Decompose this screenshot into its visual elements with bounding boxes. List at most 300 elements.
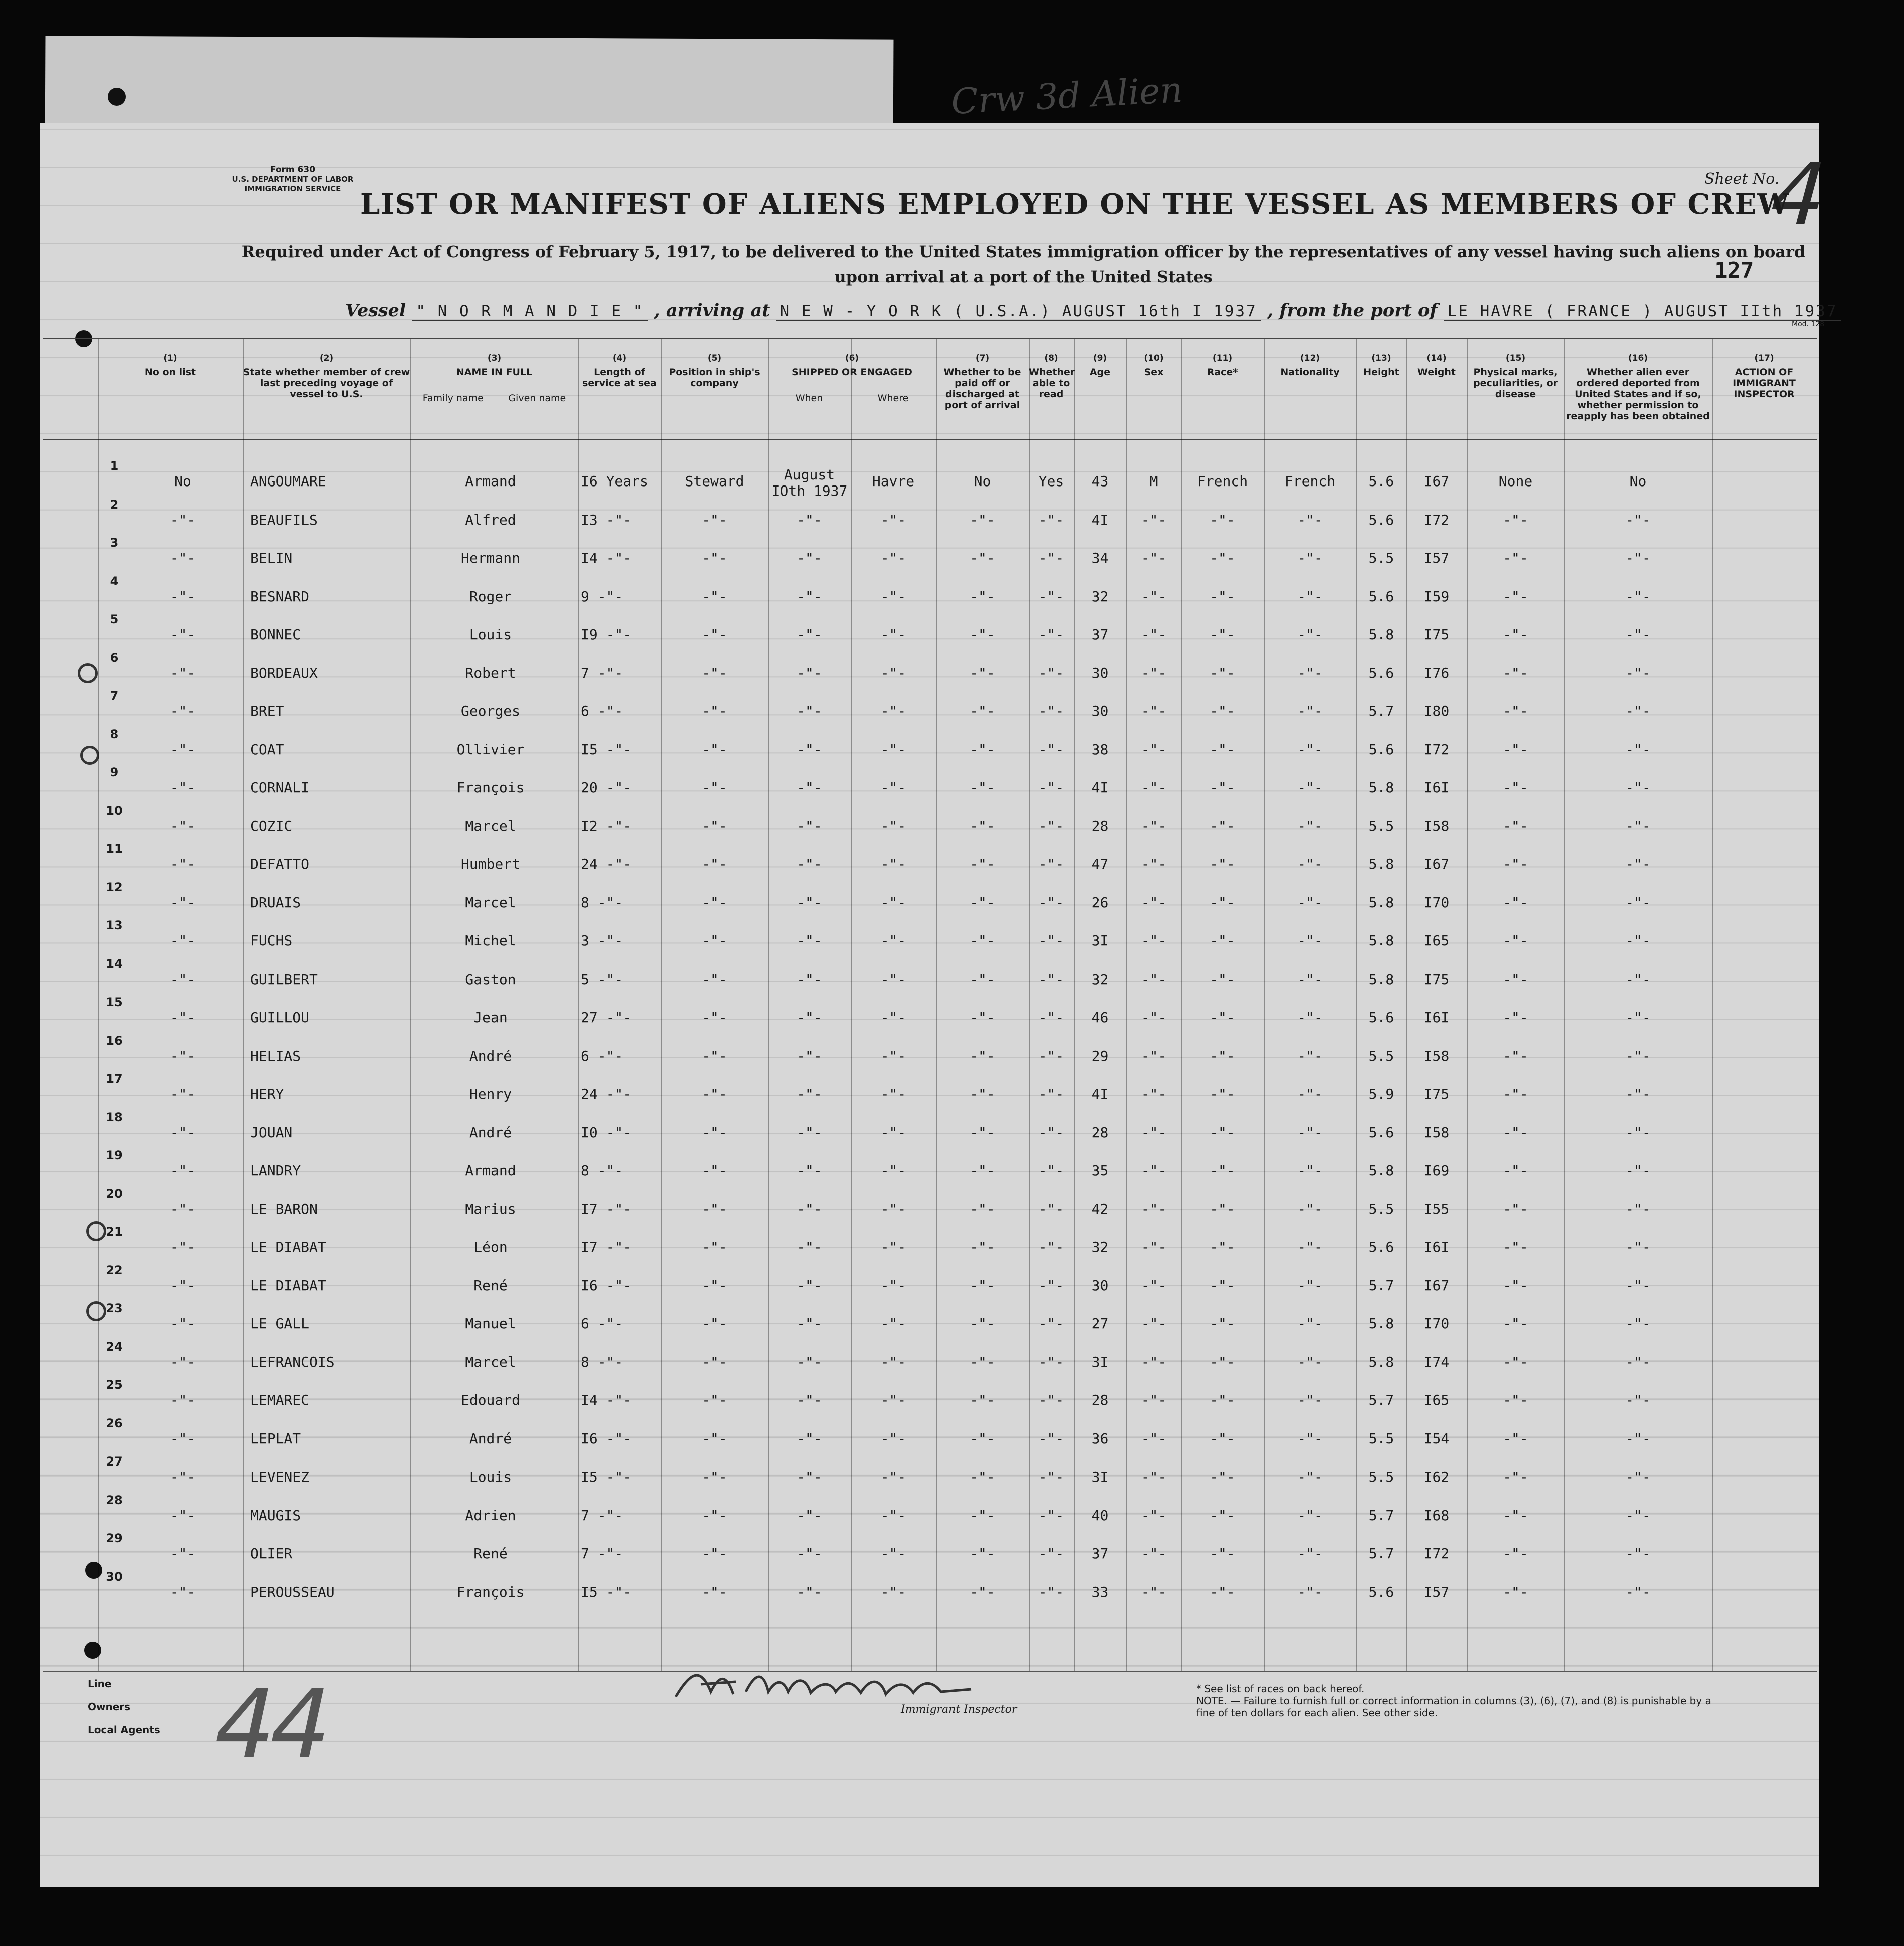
race-cell: -"-: [1210, 703, 1235, 719]
paid-off-cell: -"-: [970, 817, 995, 834]
deported-cell: -"-: [1625, 1315, 1651, 1332]
race-cell: -"-: [1210, 588, 1235, 605]
shipped-where-cell: -"-: [880, 894, 906, 911]
deported-cell: -"-: [1625, 626, 1651, 643]
physical-marks-cell: -"-: [1503, 1315, 1528, 1332]
position-cell: -"-: [702, 1200, 727, 1217]
row-number: 28: [106, 1493, 123, 1507]
column-header-number: (15): [1505, 353, 1526, 363]
punch-hole: [108, 88, 126, 106]
row-number: 25: [106, 1378, 123, 1392]
family-name-cell: BRET: [250, 703, 284, 719]
race-cell: -"-: [1210, 741, 1235, 758]
family-name-cell: COZIC: [250, 817, 293, 834]
prev-voyage-cell: -"-: [170, 626, 196, 643]
service-length-cell: 20 -"-: [581, 779, 632, 796]
row-number: 9: [110, 765, 119, 779]
sex-cell: M: [1149, 473, 1158, 490]
deported-cell: -"-: [1625, 664, 1651, 681]
shipped-when-cell: -"-: [797, 1583, 822, 1600]
column-header-label: Race*: [1207, 367, 1238, 378]
prev-voyage-cell: -"-: [170, 1009, 196, 1026]
prev-voyage-cell: -"-: [170, 1200, 196, 1217]
position-cell: -"-: [702, 856, 727, 872]
sex-cell: -"-: [1141, 1239, 1167, 1255]
position-cell: -"-: [702, 1353, 727, 1370]
weight-cell: I69: [1423, 1162, 1450, 1179]
physical-marks-cell: -"-: [1503, 1124, 1528, 1141]
shipped-where-cell: -"-: [880, 664, 906, 681]
shipped-where-cell: -"-: [880, 1469, 906, 1485]
shipped-when-cell: -"-: [797, 1277, 822, 1294]
row-number: 30: [106, 1569, 123, 1584]
height-cell: 5.6: [1368, 473, 1394, 490]
deported-cell: -"-: [1625, 856, 1651, 872]
column-rule: [578, 339, 579, 1671]
position-cell: -"-: [702, 817, 727, 834]
physical-marks-cell: -"-: [1503, 1239, 1528, 1255]
age-cell: 30: [1091, 1277, 1109, 1294]
family-name-cell: COAT: [250, 741, 284, 758]
weight-cell: I6I: [1423, 1239, 1450, 1255]
shipped-when-cell: -"-: [797, 1430, 822, 1447]
column-header-number: (12): [1300, 353, 1320, 363]
prev-voyage-cell: -"-: [170, 703, 196, 719]
able-to-read-cell: -"-: [1038, 1009, 1064, 1026]
height-cell: 5.5: [1368, 550, 1394, 566]
service-length-cell: I4 -"-: [581, 550, 632, 566]
nationality-cell: -"-: [1297, 1469, 1323, 1485]
owners-label: Owners: [88, 1701, 131, 1713]
paid-off-cell: -"-: [970, 1086, 995, 1102]
column-header-label: Sex: [1144, 367, 1164, 378]
shipped-where-cell: -"-: [880, 1086, 906, 1102]
nationality-cell: -"-: [1297, 550, 1323, 566]
shipped-where-cell: -"-: [880, 1430, 906, 1447]
inspector-label: Immigrant Inspector: [901, 1703, 1017, 1716]
family-name-cell: LEVENEZ: [250, 1469, 310, 1485]
sex-cell: -"-: [1141, 1124, 1167, 1141]
prev-voyage-cell: -"-: [170, 588, 196, 605]
nationality-cell: -"-: [1297, 894, 1323, 911]
weight-cell: I76: [1423, 664, 1450, 681]
family-name-cell: OLIER: [250, 1545, 293, 1562]
family-name-cell: LEFRANCOIS: [250, 1353, 335, 1370]
age-cell: 29: [1091, 1047, 1109, 1064]
nationality-cell: -"-: [1297, 1239, 1323, 1255]
family-name-cell: LE BARON: [250, 1200, 318, 1217]
deported-cell: -"-: [1625, 741, 1651, 758]
column-header-label: Height: [1363, 367, 1399, 378]
shipped-where-cell: -"-: [880, 703, 906, 719]
age-cell: 37: [1091, 626, 1109, 643]
able-to-read-cell: -"-: [1038, 550, 1064, 566]
able-to-read-cell: -"-: [1038, 1353, 1064, 1370]
family-name-cell: DEFATTO: [250, 856, 310, 872]
shipped-when-cell: -"-: [797, 1353, 822, 1370]
deported-cell: -"-: [1625, 1583, 1651, 1600]
position-cell: -"-: [702, 511, 727, 528]
service-length-cell: 8 -"-: [581, 894, 623, 911]
position-cell: -"-: [702, 741, 727, 758]
weight-cell: I72: [1423, 741, 1450, 758]
physical-marks-cell: -"-: [1503, 550, 1528, 566]
header-top-rule: [43, 338, 1817, 339]
sex-cell: -"-: [1141, 550, 1167, 566]
sex-cell: -"-: [1141, 1469, 1167, 1485]
family-name-cell: ANGOUMARE: [250, 473, 326, 490]
deported-cell: -"-: [1625, 1545, 1651, 1562]
paid-off-cell: -"-: [970, 1507, 995, 1524]
height-cell: 5.7: [1368, 1507, 1394, 1524]
position-cell: -"-: [702, 550, 727, 566]
height-cell: 5.6: [1368, 1583, 1394, 1600]
form-department: U.S. DEPARTMENT OF LABOR: [232, 175, 354, 184]
sex-cell: -"-: [1141, 1430, 1167, 1447]
age-cell: 4I: [1091, 511, 1109, 528]
shipped-when-cell: -"-: [797, 550, 822, 566]
able-to-read-cell: -"-: [1038, 588, 1064, 605]
weight-cell: I74: [1423, 1353, 1450, 1370]
sex-cell: -"-: [1141, 588, 1167, 605]
race-cell: -"-: [1210, 664, 1235, 681]
given-name-cell: Marius: [465, 1200, 516, 1217]
able-to-read-cell: -"-: [1038, 1124, 1064, 1141]
age-cell: 28: [1091, 817, 1109, 834]
prev-voyage-cell: -"-: [170, 779, 196, 796]
race-cell: -"-: [1210, 1469, 1235, 1485]
given-name-cell: Roger: [469, 588, 512, 605]
form-number: Form 630: [270, 165, 316, 175]
height-cell: 5.8: [1368, 1315, 1394, 1332]
sheet-no-label: Sheet No.: [1704, 170, 1780, 188]
height-cell: 5.8: [1368, 856, 1394, 872]
paid-off-cell: -"-: [970, 894, 995, 911]
physical-marks-cell: -"-: [1503, 932, 1528, 949]
form-number-block: [210, 165, 375, 194]
row-number: 10: [106, 803, 123, 818]
shipped-when-cell: August IOth 1937: [771, 466, 848, 499]
deported-cell: -"-: [1625, 1469, 1651, 1485]
physical-marks-cell: -"-: [1503, 1047, 1528, 1064]
shipped-when-cell: -"-: [797, 1545, 822, 1562]
deported-cell: -"-: [1625, 1200, 1651, 1217]
physical-marks-cell: -"-: [1503, 1009, 1528, 1026]
service-length-cell: I6 -"-: [581, 1277, 632, 1294]
age-cell: 42: [1091, 1200, 1109, 1217]
prev-voyage-cell: -"-: [170, 1392, 196, 1408]
weight-cell: I57: [1423, 550, 1450, 566]
column-header-number: (7): [975, 353, 990, 363]
local-agents-label: Local Agents: [88, 1724, 160, 1736]
footer-notes: [1196, 1683, 1722, 1719]
column-header: [243, 353, 410, 400]
column-header: [1181, 353, 1264, 378]
family-name-cell: HELIAS: [250, 1047, 301, 1064]
able-to-read-cell: -"-: [1038, 664, 1064, 681]
shipped-where-cell: -"-: [880, 1047, 906, 1064]
deported-cell: -"-: [1625, 1239, 1651, 1255]
sex-cell: -"-: [1141, 1315, 1167, 1332]
given-name-cell: Michel: [465, 932, 516, 949]
height-cell: 5.8: [1368, 1353, 1394, 1370]
age-cell: 37: [1091, 1545, 1109, 1562]
age-cell: 33: [1091, 1583, 1109, 1600]
given-name-cell: Gaston: [465, 970, 516, 988]
able-to-read-cell: -"-: [1038, 1392, 1064, 1408]
column-header-label: Length of service at sea: [582, 367, 657, 389]
race-cell: -"-: [1210, 1430, 1235, 1447]
paid-off-cell: -"-: [970, 1009, 995, 1026]
height-cell: 5.7: [1368, 1277, 1394, 1294]
weight-cell: I68: [1423, 1507, 1450, 1524]
height-cell: 5.6: [1368, 1239, 1394, 1255]
deported-cell: -"-: [1625, 1124, 1651, 1141]
deported-cell: -"-: [1625, 1086, 1651, 1102]
column-header-number: (1): [163, 353, 177, 363]
given-name-cell: André: [469, 1430, 512, 1447]
shipped-where-cell: -"-: [880, 817, 906, 834]
sex-cell: -"-: [1141, 511, 1167, 528]
family-name-cell: MAUGIS: [250, 1507, 301, 1524]
shipped-where-cell: -"-: [880, 1583, 906, 1600]
shipped-where-cell: -"-: [880, 856, 906, 872]
weight-cell: I70: [1423, 894, 1450, 911]
position-cell: -"-: [702, 1047, 727, 1064]
able-to-read-cell: -"-: [1038, 1545, 1064, 1562]
prev-voyage-cell: -"-: [170, 1583, 196, 1600]
shipped-where-cell: -"-: [880, 550, 906, 566]
shipped-when-cell: -"-: [797, 1009, 822, 1026]
nationality-cell: -"-: [1297, 511, 1323, 528]
given-name-cell: Robert: [465, 664, 516, 681]
physical-marks-cell: -"-: [1503, 1430, 1528, 1447]
age-cell: 3I: [1091, 1353, 1109, 1370]
sex-cell: -"-: [1141, 664, 1167, 681]
height-cell: 5.8: [1368, 626, 1394, 643]
deported-cell: -"-: [1625, 1162, 1651, 1179]
height-cell: 5.7: [1368, 1545, 1394, 1562]
able-to-read-cell: -"-: [1038, 932, 1064, 949]
sex-cell: -"-: [1141, 856, 1167, 872]
service-length-cell: 24 -"-: [581, 1086, 632, 1102]
prev-voyage-cell: -"-: [170, 1469, 196, 1485]
position-cell: -"-: [702, 1315, 727, 1332]
paid-off-cell: No: [974, 473, 991, 490]
weight-cell: I59: [1423, 588, 1450, 605]
paid-off-cell: -"-: [970, 1200, 995, 1217]
family-name-cell: DRUAIS: [250, 894, 301, 911]
sex-cell: -"-: [1141, 1200, 1167, 1217]
prev-voyage-cell: -"-: [170, 1353, 196, 1370]
deported-cell: -"-: [1625, 1507, 1651, 1524]
punch-hole: [75, 330, 92, 347]
able-to-read-cell: -"-: [1038, 1507, 1064, 1524]
race-cell: -"-: [1210, 511, 1235, 528]
physical-marks-cell: -"-: [1503, 1086, 1528, 1102]
prev-voyage-cell: -"-: [170, 856, 196, 872]
service-length-cell: 7 -"-: [581, 1507, 623, 1524]
row-number: 8: [110, 727, 119, 741]
nationality-cell: -"-: [1297, 1162, 1323, 1179]
shipped-when-cell: -"-: [797, 626, 822, 643]
race-cell: -"-: [1210, 970, 1235, 988]
column-header-number: (17): [1754, 353, 1774, 363]
nationality-cell: -"-: [1297, 1124, 1323, 1141]
height-cell: 5.5: [1368, 1200, 1394, 1217]
service-length-cell: 3 -"-: [581, 932, 623, 949]
position-cell: -"-: [702, 1124, 727, 1141]
age-cell: 34: [1091, 550, 1109, 566]
given-name-cell: Armand: [465, 1162, 516, 1179]
service-length-cell: 6 -"-: [581, 1047, 623, 1064]
physical-marks-cell: -"-: [1503, 588, 1528, 605]
arrival-info: N E W - Y O R K ( U.S.A.) AUGUST 16th I 1937: [776, 302, 1261, 321]
family-name-cell: FUCHS: [250, 932, 293, 949]
form-service: IMMIGRATION SERVICE: [244, 184, 341, 193]
shipped-where-cell: -"-: [880, 1277, 906, 1294]
nationality-cell: -"-: [1297, 703, 1323, 719]
age-cell: 38: [1091, 741, 1109, 758]
shipped-where-cell: -"-: [880, 1200, 906, 1217]
sex-cell: -"-: [1141, 894, 1167, 911]
page-subtitle: Required under Act of Congress of February 5, 1917, to be delivered to the United States immigration officer by the representatives of any vessel having such aliens on board upon arrival at a port of the United States: [241, 242, 1806, 286]
prev-voyage-cell: -"-: [170, 1124, 196, 1141]
prev-voyage-cell: -"-: [170, 550, 196, 566]
height-cell: 5.6: [1368, 741, 1394, 758]
column-header-label: SHIPPED OR ENGAGED: [792, 367, 912, 378]
height-cell: 5.5: [1368, 817, 1394, 834]
deported-cell: -"-: [1625, 932, 1651, 949]
able-to-read-cell: -"-: [1038, 703, 1064, 719]
family-name-cell: GUILBERT: [250, 970, 318, 988]
able-to-read-cell: Yes: [1038, 473, 1064, 490]
shipped-where-cell: -"-: [880, 970, 906, 988]
position-cell: -"-: [702, 1162, 727, 1179]
position-cell: -"-: [702, 1430, 727, 1447]
paid-off-cell: -"-: [970, 1315, 995, 1332]
row-number: 3: [110, 536, 119, 550]
shipped-where-cell: -"-: [880, 1239, 906, 1255]
column-rule: [410, 339, 411, 1671]
deported-cell: -"-: [1625, 817, 1651, 834]
deported-cell: -"-: [1625, 1047, 1651, 1064]
column-header-label: Whether able to read: [1029, 367, 1075, 400]
deported-cell: -"-: [1625, 550, 1651, 566]
given-name-cell: Henry: [469, 1086, 512, 1102]
shipped-where-cell: -"-: [880, 1009, 906, 1026]
service-length-cell: I6 -"-: [581, 1430, 632, 1447]
nationality-cell: -"-: [1297, 1277, 1323, 1294]
shipped-when-cell: -"-: [797, 1047, 822, 1064]
given-name-cell: André: [469, 1047, 512, 1064]
sex-cell: -"-: [1141, 1353, 1167, 1370]
nationality-cell: -"-: [1297, 1583, 1323, 1600]
shipped-where-cell: -"-: [880, 1315, 906, 1332]
column-header: [768, 353, 936, 404]
deported-cell: -"-: [1625, 1009, 1651, 1026]
height-cell: 5.6: [1368, 1124, 1394, 1141]
shipped-when-cell: -"-: [797, 1200, 822, 1217]
position-cell: -"-: [702, 1239, 727, 1255]
weight-cell: I67: [1423, 473, 1450, 490]
column-header: [410, 353, 578, 404]
position-cell: -"-: [702, 664, 727, 681]
age-cell: 35: [1091, 1162, 1109, 1179]
nationality-cell: -"-: [1297, 741, 1323, 758]
paid-off-cell: -"-: [970, 741, 995, 758]
age-cell: 46: [1091, 1009, 1109, 1026]
physical-marks-cell: -"-: [1503, 1353, 1528, 1370]
deported-cell: -"-: [1625, 703, 1651, 719]
able-to-read-cell: -"-: [1038, 511, 1064, 528]
column-header: [1126, 353, 1181, 378]
given-name-cell: Edouard: [460, 1392, 520, 1408]
shipped-where-cell: -"-: [880, 779, 906, 796]
column-header-number: (2): [319, 353, 334, 363]
given-name-cell: Marcel: [465, 1353, 516, 1370]
family-name-cell: GUILLOU: [250, 1009, 310, 1026]
given-name-cell: René: [473, 1277, 508, 1294]
column-header-number: (8): [1044, 353, 1058, 363]
shipped-when-cell: -"-: [797, 1392, 822, 1408]
paid-off-cell: -"-: [970, 779, 995, 796]
age-cell: 27: [1091, 1315, 1109, 1332]
height-cell: 5.7: [1368, 1392, 1394, 1408]
from-label: , from the port of: [1267, 300, 1438, 321]
page-number: 127: [1714, 258, 1754, 283]
shipped-when-cell: -"-: [797, 970, 822, 988]
age-cell: 3I: [1091, 932, 1109, 949]
sex-cell: -"-: [1141, 1507, 1167, 1524]
sex-cell: -"-: [1141, 932, 1167, 949]
deported-cell: -"-: [1625, 1430, 1651, 1447]
physical-marks-cell: -"-: [1503, 626, 1528, 643]
service-length-cell: I7 -"-: [581, 1239, 632, 1255]
column-header-number: (14): [1426, 353, 1447, 363]
sex-cell: -"-: [1141, 970, 1167, 988]
shipped-when-cell: -"-: [797, 703, 822, 719]
position-cell: -"-: [702, 932, 727, 949]
deported-cell: -"-: [1625, 894, 1651, 911]
race-cell: -"-: [1210, 817, 1235, 834]
physical-marks-cell: -"-: [1503, 894, 1528, 911]
paid-off-cell: -"-: [970, 626, 995, 643]
column-header: [1564, 353, 1712, 422]
paid-off-cell: -"-: [970, 1469, 995, 1485]
physical-marks-cell: -"-: [1503, 1162, 1528, 1179]
physical-marks-cell: -"-: [1503, 779, 1528, 796]
row-number: 19: [106, 1148, 123, 1162]
sex-cell: -"-: [1141, 1277, 1167, 1294]
given-name-cell: Hermann: [460, 550, 520, 566]
given-name-cell: Ollivier: [456, 741, 525, 758]
inspector-signature: [671, 1662, 991, 1709]
paid-off-cell: -"-: [970, 1277, 995, 1294]
weight-cell: I6I: [1423, 779, 1450, 796]
shipped-where-cell: -"-: [880, 1353, 906, 1370]
nationality-cell: -"-: [1297, 1545, 1323, 1562]
service-length-cell: 27 -"-: [581, 1009, 632, 1026]
row-number: 24: [106, 1339, 123, 1354]
shipped-where-cell: -"-: [880, 1124, 906, 1141]
height-cell: 5.5: [1368, 1469, 1394, 1485]
shipped-where-cell: -"-: [880, 932, 906, 949]
row-number: 7: [110, 689, 119, 703]
service-length-cell: 6 -"-: [581, 1315, 623, 1332]
family-name-cell: LE DIABAT: [250, 1277, 326, 1294]
column-header: [1356, 353, 1406, 378]
